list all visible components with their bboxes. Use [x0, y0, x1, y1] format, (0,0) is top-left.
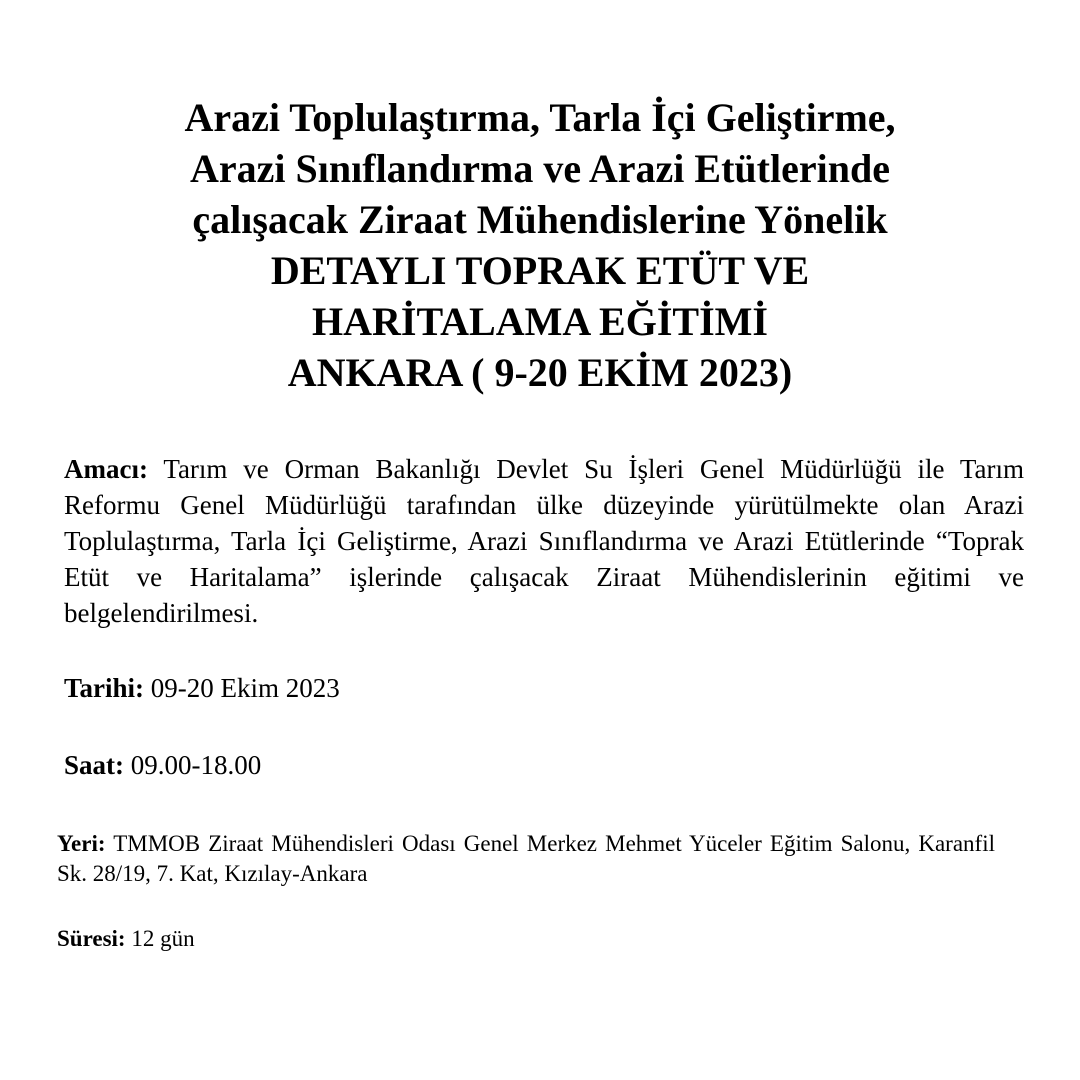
page-title [0, 92, 1080, 398]
place-label: Yeri: [57, 831, 106, 856]
time-value: 09.00-18.00 [130, 750, 262, 780]
place-paragraph [57, 829, 995, 889]
duration-label: Süresi: [57, 926, 126, 951]
place-value: TMMOB Ziraat Mühendisleri Odası Genel Merkez Mehmet Yüceler Eğitim Salonu, Karanfil Sk. 28/19, 7. Kat, Kızılay-Ankara [57, 831, 995, 886]
title-line: Arazi Sınıflandırma ve Arazi Etütlerinde [190, 146, 890, 191]
date-label: Tarihi: [64, 673, 145, 703]
title-line: ANKARA ( 9-20 EKİM 2023) [287, 350, 793, 395]
time-paragraph [64, 747, 764, 783]
date-paragraph [64, 670, 764, 706]
title-line: Arazi Toplulaştırma, Tarla İçi Geliştirme, [184, 95, 896, 140]
time-label: Saat: [64, 750, 124, 780]
purpose-text: Tarım ve Orman Bakanlığı Devlet Su İşleri Genel Müdürlüğü ile Tarım Reformu Genel Müdürlüğü tarafından ülke düzeyinde yürütülmekte olan Arazi Toplulaştırma, Tarla İçi Geliştirme, Arazi Sınıflandırma ve Arazi Etütlerinde “Toprak Etüt ve Haritalama” işlerinde çalışacak Ziraat Mühendislerinin eğitimi ve belgelendirilmesi. [64, 454, 1024, 628]
purpose-paragraph [64, 451, 1024, 631]
title-line: DETAYLI TOPRAK ETÜT VE [270, 248, 810, 293]
purpose-label: Amacı: [64, 454, 148, 484]
title-line: HARİTALAMA EĞİTİMİ [312, 299, 768, 344]
title-line: çalışacak Ziraat Mühendislerine Yönelik [192, 197, 888, 242]
duration-value: 12 gün [131, 926, 195, 951]
date-value: 09-20 Ekim 2023 [150, 673, 340, 703]
duration-paragraph [57, 924, 757, 954]
